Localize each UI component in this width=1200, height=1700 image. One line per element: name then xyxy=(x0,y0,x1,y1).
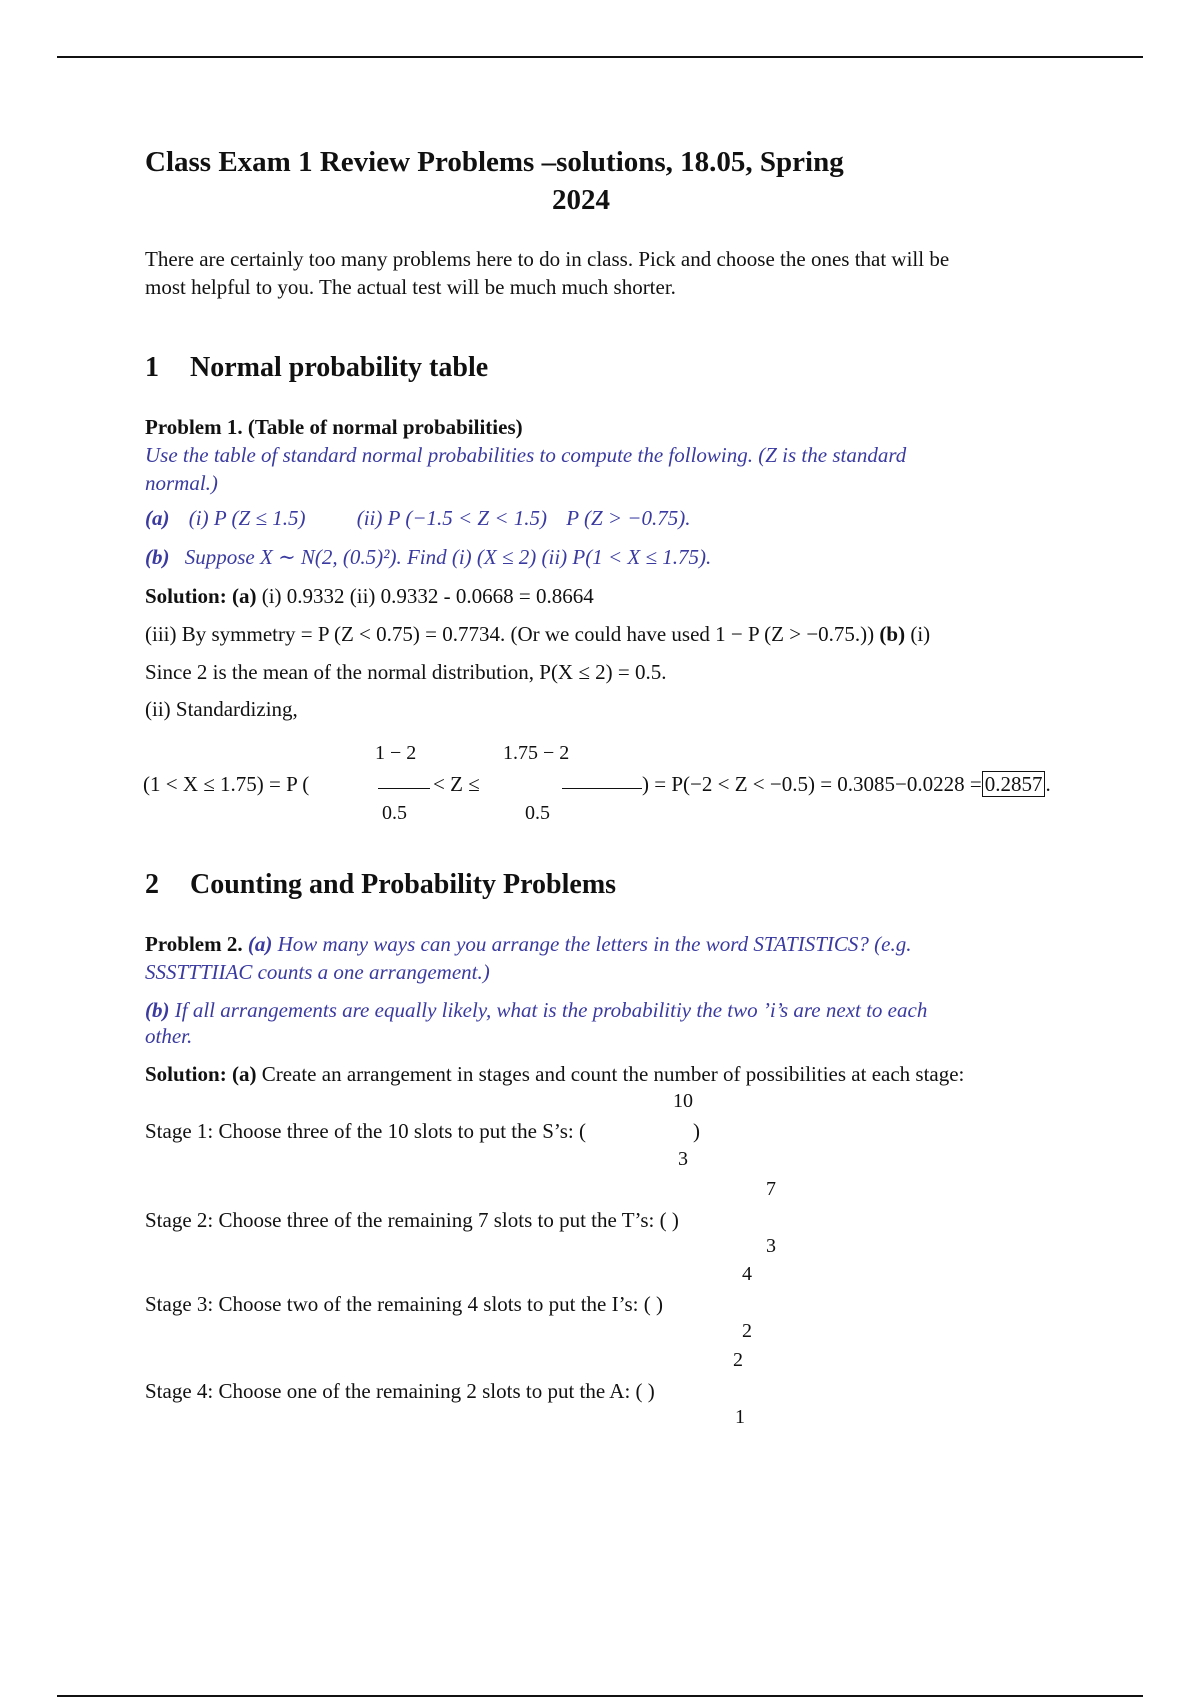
section-1-number: 1 xyxy=(145,352,159,383)
section-2-title: Counting and Probability Problems xyxy=(190,869,617,900)
solution-b-i: (i) xyxy=(910,622,931,646)
part-b-text: Suppose X ∼ N(2, (0.5)²). Find (i) (X ≤ 2) (ii) P(1 < X ≤ 1.75). xyxy=(184,545,712,569)
part-a-label: (a) xyxy=(145,506,170,530)
page-title-year: 2024 xyxy=(552,184,610,216)
equation-mid: < Z ≤ xyxy=(433,772,480,796)
equation-left: (1 < X ≤ 1.75) = P ( xyxy=(143,772,310,796)
equation-right-text: ) = P(−2 < Z < −0.5) = 0.3085−0.0228 = xyxy=(642,772,982,796)
stage-1-text: Stage 1: Choose three of the 10 slots to put the S’s: ( xyxy=(145,1119,586,1143)
part-a-ii: (ii) P (−1.5 < Z < 1.5) xyxy=(356,506,548,530)
part-b-label: (b) xyxy=(145,545,170,569)
boxed-answer: 0.2857 xyxy=(982,771,1046,797)
problem-1-prompt-line-2: normal.) xyxy=(145,471,218,495)
intro-line-2: most helpful to you. The actual test will be much much shorter. xyxy=(145,275,676,299)
problem-2-a-label: (a) xyxy=(247,932,273,956)
fraction-2-denominator: 0.5 xyxy=(525,802,550,824)
problem-2-heading: Problem 2. xyxy=(145,932,243,956)
part-a-i: (i) P (Z ≤ 1.5) xyxy=(188,506,306,530)
stage-4-text: Stage 4: Choose one of the remaining 2 slots to put the A: ( ) xyxy=(145,1379,655,1403)
problem-2-line-4: other. xyxy=(145,1024,193,1048)
solution-label: Solution: xyxy=(145,584,227,608)
problem-2-b-text: If all arrangements are equally likely, what is the probabilitiy the two ’i’s are next to each xyxy=(174,998,928,1022)
solution-1-line-4: (ii) Standardizing, xyxy=(145,697,298,721)
fraction-2-numerator: 1.75 − 2 xyxy=(503,742,570,764)
stage-3-text: Stage 3: Choose two of the remaining 4 slots to put the I’s: ( ) xyxy=(145,1292,663,1316)
top-rule xyxy=(57,56,1143,58)
stage-3-bottom: 2 xyxy=(742,1320,752,1342)
solution-1-line-3: Since 2 is the mean of the normal distribution, P(X ≤ 2) = 0.5. xyxy=(145,660,667,684)
solution-1-line-2 xyxy=(145,620,930,648)
equation-end: . xyxy=(1045,772,1051,796)
fraction-1-denominator: 0.5 xyxy=(382,802,407,824)
problem-2-line-3 xyxy=(145,996,927,1024)
solution-1-line-1 xyxy=(145,582,594,610)
stage-2-top: 7 xyxy=(766,1178,776,1200)
stage-2-text: Stage 2: Choose three of the remaining 7 slots to put the T’s: ( ) xyxy=(145,1208,679,1232)
fraction-1-numerator: 1 − 2 xyxy=(375,742,417,764)
problem-2-line-1 xyxy=(145,930,911,958)
solution-2-label: Solution: xyxy=(145,1062,227,1086)
equation-right xyxy=(642,770,1051,798)
solution-2-a-text: Create an arrangement in stages and count the number of possibilities at each stage: xyxy=(261,1062,965,1086)
bottom-rule xyxy=(57,1695,1143,1697)
problem-1-part-a xyxy=(145,504,690,532)
solution-iii-text: (iii) By symmetry = P (Z < 0.75) = 0.7734. (Or we could have used 1 − P (Z > −0.75.)) xyxy=(145,622,875,646)
problem-1-heading: Problem 1. (Table of normal probabilities) xyxy=(145,415,523,439)
stage-4-bottom: 1 xyxy=(735,1406,745,1428)
solution-a-text: (i) 0.9332 (ii) 0.9332 - 0.0668 = 0.8664 xyxy=(261,584,594,608)
stage-1-top: 10 xyxy=(673,1090,693,1112)
part-a-iii: P (Z > −0.75). xyxy=(566,506,691,530)
stage-1-close: ) xyxy=(693,1119,700,1143)
section-2-number: 2 xyxy=(145,869,159,900)
fraction-1-bar xyxy=(378,788,430,789)
problem-1-part-b xyxy=(145,543,711,571)
intro-line-1: There are certainly too many problems here to do in class. Pick and choose the ones that will be xyxy=(145,247,950,271)
solution-a-label: (a) xyxy=(231,584,257,608)
solution-2-a-label: (a) xyxy=(231,1062,257,1086)
problem-2-line-2: SSSTTTIIAC counts a one arrangement.) xyxy=(145,960,490,984)
page-title: Class Exam 1 Review Problems –solutions, 18.05, Spring xyxy=(145,146,844,178)
problem-2-a-text: How many ways can you arrange the letters in the word STATISTICS? (e.g. xyxy=(277,932,912,956)
stage-1-bottom: 3 xyxy=(678,1148,688,1170)
stage-3-top: 4 xyxy=(742,1263,752,1285)
stage-4-top: 2 xyxy=(733,1349,743,1371)
stage-2-bottom: 3 xyxy=(766,1235,776,1257)
problem-2-b-label: (b) xyxy=(145,998,170,1022)
section-1-title: Normal probability table xyxy=(190,352,489,383)
solution-b-label: (b) xyxy=(879,622,906,646)
solution-2-line-1 xyxy=(145,1060,964,1088)
problem-1-prompt-line-1: Use the table of standard normal probabilities to compute the following. (Z is the standard xyxy=(145,443,907,467)
fraction-2-bar xyxy=(562,788,642,789)
